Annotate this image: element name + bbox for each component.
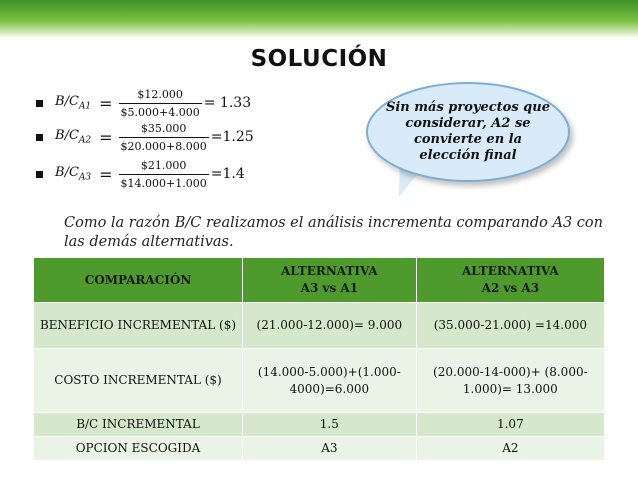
page-title: SOLUCIÓN <box>250 46 388 72</box>
formula-a2 <box>36 120 254 154</box>
equals-sign: = <box>99 127 113 147</box>
equals-sign: = <box>99 93 113 113</box>
bullet-icon <box>36 100 43 107</box>
table-cell: 1.07 <box>416 413 604 437</box>
denominator: $20.000+8.000 <box>119 137 209 153</box>
denominator: $5.000+4.000 <box>119 103 202 119</box>
description: Como la razón B/C realizamos el análisis incrementa comparando A3 con las demás alternativas. <box>64 215 603 250</box>
header-a2-vs-a3: ALTERNATIVA A2 vs A3 <box>416 258 604 303</box>
table-cell: 1.5 <box>243 413 417 437</box>
denominator: $14.000+1.000 <box>119 174 209 190</box>
bullet-icon <box>36 134 43 141</box>
table-cell: COSTO INCREMENTAL ($) <box>34 349 243 413</box>
table-row <box>34 413 605 437</box>
fraction <box>119 122 209 153</box>
ratio-label: $B/C_{A3}$ <box>55 165 92 183</box>
table-cell: (35.000-21.000) =14.000 <box>416 303 604 349</box>
table-cell: (21.000-12.000)= 9.000 <box>243 303 417 349</box>
formula-a3 <box>36 157 245 191</box>
result: =1.25 <box>210 129 254 145</box>
numerator: $35.000 <box>140 121 187 135</box>
result: = 1.33 <box>203 95 252 111</box>
header-comparacion: COMPARACIÓN <box>34 258 243 303</box>
table-cell: OPCION ESCOGIDA <box>34 437 243 461</box>
result: =1.4 <box>210 166 245 182</box>
bullet-icon <box>36 171 43 178</box>
table-cell: A3 <box>243 437 417 461</box>
comparison-table <box>33 257 605 461</box>
ratio-label: $B/C_{A1}$ <box>55 94 92 112</box>
ratio-label: $B/C_{A2}$ <box>55 128 92 146</box>
fraction <box>119 159 209 190</box>
equals-sign: = <box>99 164 113 184</box>
fraction <box>119 88 202 119</box>
callout-bubble <box>366 82 570 182</box>
callout-text: Sin más proyectos que considerar, A2 se convierte en la elección final <box>385 100 550 163</box>
table-cell: (20.000-14-000)+ (8.000-1.000)= 13.000 <box>416 349 604 413</box>
table-header-row <box>34 258 605 303</box>
table-row <box>34 437 605 461</box>
table-cell: A2 <box>416 437 604 461</box>
table-cell: BENEFICIO INCREMENTAL ($) <box>34 303 243 349</box>
table-cell: B/C INCREMENTAL <box>34 413 243 437</box>
formula-a1 <box>36 86 251 120</box>
header-a3-vs-a1: ALTERNATIVA A3 vs A1 <box>243 258 417 303</box>
header-band <box>0 0 638 38</box>
numerator: $12.000 <box>137 87 183 101</box>
table-row <box>34 349 605 413</box>
numerator: $21.000 <box>140 158 187 172</box>
table-cell: (14.000-5.000)+(1.000-4000)=6.000 <box>243 349 417 413</box>
table-row <box>34 303 605 349</box>
